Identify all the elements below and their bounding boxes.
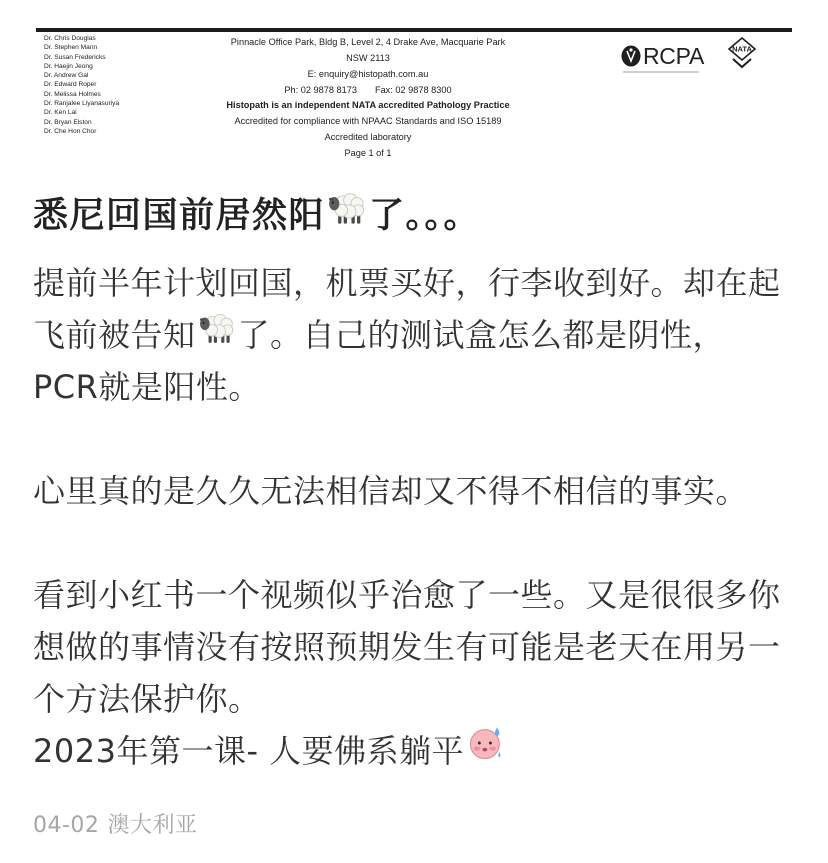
- nata-logo-icon: [727, 37, 757, 71]
- doctor-name: Dr. Susan Fredericks: [44, 53, 106, 61]
- doctor-name: Dr. Ranjalee Liyanasuriya: [44, 100, 120, 108]
- email-line: E: enquiry@histopath.com.au: [307, 68, 429, 79]
- body-line: 心里真的是久久无法相信却又不得不相信的事实。: [33, 472, 749, 510]
- title-text-end: 了。。。: [369, 196, 481, 236]
- page-number: Page 1 of 1: [344, 147, 392, 158]
- letterhead-rule: [36, 28, 792, 32]
- doctor-name: Dr. Che Hon Chor: [44, 127, 97, 135]
- body-line: 想做的事情没有按照预期发生有可能是老天在用另一: [33, 628, 781, 666]
- doctor-name: Dr. Stephen Mann: [44, 44, 98, 52]
- rcpa-logo: [621, 44, 705, 78]
- rcpa-wordmark: RCPA: [643, 43, 704, 69]
- body-line: 个方法保护你。: [33, 680, 261, 718]
- post-location[interactable]: 澳大利亚: [107, 813, 198, 838]
- doctor-name: Dr. Chris Douglas: [44, 35, 96, 42]
- phone-number: Ph: 02 9878 8173: [284, 84, 357, 95]
- post-date: 04-02: [33, 813, 100, 838]
- state-line: NSW 2113: [346, 52, 390, 63]
- blank-line: [33, 517, 781, 569]
- doctor-name: Dr. Melissa Holmes: [44, 90, 101, 98]
- attached-document-image[interactable]: [0, 0, 828, 176]
- body-text: 飞前被告知: [33, 316, 196, 354]
- doctor-list: [44, 34, 119, 136]
- accreditation-line: Histopath is an independent NATA accredited Pathology Practice: [226, 100, 510, 111]
- doctor-name: Dr. Bryan Elston: [44, 118, 92, 126]
- post-title: [33, 190, 480, 244]
- letterhead-contact: [168, 35, 568, 162]
- sweating-face-icon: [466, 723, 506, 778]
- body-line: PCR就是阳性。: [33, 368, 261, 406]
- sheep-icon: [198, 308, 236, 361]
- address-line: Pinnacle Office Park, Bldg B, Level 2, 4 Drake Ave, Macquarie Park: [230, 37, 506, 47]
- doctor-name: Dr. Andrew Gal: [44, 72, 89, 80]
- doctor-name: Dr. Haejin Jeong: [44, 62, 93, 70]
- body-line: 看到小红书一个视频似乎治愈了一些。又是很很多你: [33, 576, 781, 614]
- sheep-icon: [327, 187, 367, 241]
- doctor-name: Dr. Ken Lai: [44, 109, 77, 117]
- doctor-name: Dr. Edward Roper: [44, 81, 97, 89]
- post-body: [33, 257, 781, 777]
- rcpa-subtitle-mark: [623, 71, 699, 73]
- compliance-line: Accredited for compliance with NPAAC Standards and ISO 15189: [234, 116, 502, 127]
- nata-wordmark: NATA: [732, 44, 752, 54]
- phone-fax-line: [168, 83, 568, 99]
- body-line: 提前半年计划回国，机票买好，行李收到好。却在起: [33, 264, 781, 302]
- blank-line: [33, 413, 781, 465]
- post-meta: [33, 813, 197, 839]
- rcpa-emblem-icon: [621, 45, 641, 67]
- title-text-start: 悉尼回国前居然阳: [33, 196, 326, 236]
- fax-number: Fax: 02 9878 8300: [374, 84, 452, 95]
- body-text: 了。自己的测试盒怎么都是阴性，: [237, 316, 726, 354]
- body-text: 2023年第一课- 人要佛系躺平: [33, 732, 465, 770]
- body-line: [33, 309, 781, 361]
- body-line: [33, 725, 781, 777]
- lab-line: Accredited laboratory: [324, 132, 412, 143]
